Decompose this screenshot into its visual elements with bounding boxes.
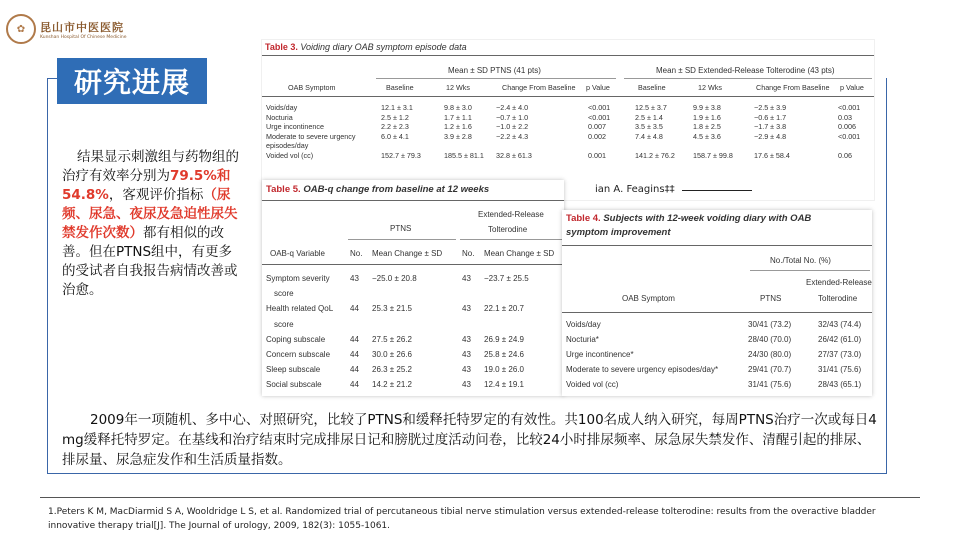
table-3-cell: −0.6 ± 1.7 xyxy=(754,112,787,122)
table-4-cell: Moderate to severe urgency episodes/day* xyxy=(566,365,719,374)
table-3-cell: −1.7 ± 3.8 xyxy=(754,122,787,132)
table-5-cell: 43 xyxy=(462,274,471,283)
table-5-header-cell: OAB-q Variable xyxy=(270,249,325,258)
table-5-cell: 44 xyxy=(350,304,359,314)
table-3-cell: 17.6 ± 58.4 xyxy=(754,151,790,160)
table-4-cell: 28/40 (70.0) xyxy=(748,335,792,344)
table-5-cell: 43 xyxy=(462,365,471,375)
table-4-cell: 31/41 (75.6) xyxy=(748,380,792,389)
table-5-group-2b: Tolterodine xyxy=(488,225,528,234)
table-5-cell: Health related QoL xyxy=(266,304,334,314)
table-4-cell: Voids/day xyxy=(566,320,601,329)
table-3-caption: Table 3. Voiding diary OAB symptom episode data xyxy=(265,42,467,52)
table-3-header-cell: Baseline xyxy=(638,83,666,92)
table-3-cell: 158.7 ± 99.8 xyxy=(693,151,733,160)
table-3-cell: 4.5 ± 3.6 xyxy=(693,131,721,141)
table-3-group-1: Mean ± SD PTNS (41 pts) xyxy=(448,66,541,75)
table-5-cell: Symptom severity xyxy=(266,274,330,283)
table-3-cell: 3.5 ± 3.5 xyxy=(635,122,663,132)
table-4-image xyxy=(562,210,872,396)
table-5-cell: 19.0 ± 26.0 xyxy=(484,365,524,375)
table-5-group-1: PTNS xyxy=(390,224,412,233)
table-3-cell: 3.9 ± 2.8 xyxy=(444,131,472,141)
table-3-cell: 1.2 ± 1.6 xyxy=(444,122,472,132)
reference-text: 1.Peters K M, MacDiarmid S A, Wooldridge L S, et al. Randomized trial of percutaneous tibial nerve stimulation versus extended-release tolterodine: results from the overactive bladder innovative therapy trial[J]. The Journal of urology, 2009, 182(3): 1055-1061. xyxy=(48,507,876,531)
table-4-cell: 28/43 (65.1) xyxy=(818,380,862,389)
study-description: 2009年一项随机、多中心、对照研究，比较了PTNS和缓释托特罗定的有效性。共100名成人纳入研究，每周PTNS治疗一次或每日4 mg缓释托特罗定。在基线和治疗结束时完成排尿日记和膀胱过度活动问卷，比较24小时排尿频率、尿急尿失禁发作、清醒引起的排尿、排尿量、尿急症发作和生活质量指数。 xyxy=(62,412,877,468)
table-3-cell: 32.8 ± 61.3 xyxy=(496,151,532,160)
table-5-cell: Coping subscale xyxy=(266,334,326,344)
table-3-image xyxy=(262,40,874,200)
table-4-cell: 26/42 (61.0) xyxy=(818,335,862,344)
table-3-group-2: Mean ± SD Extended-Release Tolterodine (43 pts) xyxy=(656,66,835,75)
table-5-cell: Sleep subscale xyxy=(266,365,321,375)
summary-text: 结果显示刺激组与药物组的治疗有效率分别为79.5%和54.8%，客观评价指标（尿频、尿急、夜尿及急迫性尿失禁发作次数）都有相似的改善。但在PTNS组中，有更多的受试者自我报告病情改善或治愈。 xyxy=(62,149,239,298)
table-4-col-er-1: Extended-Release xyxy=(806,278,872,287)
table-3-cell: 141.2 ± 76.2 xyxy=(635,151,675,160)
table-3-cell: 7.4 ± 4.8 xyxy=(635,131,663,141)
table-3-cell: −1.0 ± 2.2 xyxy=(496,122,529,132)
table-3-cell: 1.9 ± 1.6 xyxy=(693,112,721,122)
table-4-cell: 27/37 (73.0) xyxy=(818,350,862,359)
table-4-col-ptns: PTNS xyxy=(760,294,782,303)
table-3-cell: episodes/day xyxy=(266,141,309,151)
table-5-cell: 44 xyxy=(350,365,359,375)
table-3-cell: 0.002 xyxy=(588,131,606,141)
table-5-header-cell: No. xyxy=(350,249,363,258)
table-5-caption: Table 5. OAB-q change from baseline at 12 weeks xyxy=(266,184,490,195)
table-4-caption-2: symptom improvement xyxy=(566,227,671,238)
table-4-group: No./Total No. (%) xyxy=(770,256,831,265)
hospital-name: 昆山市中医医院 xyxy=(40,20,124,34)
table-5-cell: 12.4 ± 19.1 xyxy=(484,380,524,390)
table-3-cell: <0.001 xyxy=(838,103,861,112)
author-fragment: ian A. Feagins‡‡ xyxy=(595,184,675,195)
table-3-cell: 9.9 ± 3.8 xyxy=(693,103,721,112)
author-underline xyxy=(682,190,752,191)
table-5-cell: 25.3 ± 21.5 xyxy=(372,304,412,314)
table-5-cell: 25.8 ± 24.6 xyxy=(484,350,524,359)
table-3-header-cell: p Value xyxy=(586,83,610,92)
table-3-cell: 2.5 ± 1.2 xyxy=(381,112,409,122)
table-3-cell: Nocturia xyxy=(266,112,293,122)
table-3-cell: −0.7 ± 1.0 xyxy=(496,112,529,122)
table-3-cell: −2.2 ± 4.3 xyxy=(496,131,529,141)
table-5-cell: 43 xyxy=(462,350,471,359)
table-3-cell: −2.5 ± 3.9 xyxy=(754,103,787,112)
table-5-cell: score xyxy=(274,319,294,329)
table-3-cell: 2.5 ± 1.4 xyxy=(635,112,663,122)
table-3-cell: 185.5 ± 81.1 xyxy=(444,151,484,160)
table-3-cell: Moderate to severe urgency xyxy=(266,131,356,141)
table-3-cell: 1.8 ± 2.5 xyxy=(693,122,721,132)
table-3-cell: 1.7 ± 1.1 xyxy=(444,112,472,122)
table-5-cell: 26.9 ± 24.9 xyxy=(484,334,524,344)
table-3-cell: 0.001 xyxy=(588,151,606,160)
hospital-seal-icon: ✿ xyxy=(6,14,36,44)
table-3-cell: Urge incontinence xyxy=(266,122,324,132)
table-5-cell: Social subscale xyxy=(266,380,322,390)
table-3-cell: 0.007 xyxy=(588,122,606,132)
objective-indicators: （尿频、尿急、夜尿及急迫性尿失禁发作次数） xyxy=(62,187,238,241)
table-5-image xyxy=(262,180,564,396)
table-3-header-cell: 12 Wks xyxy=(698,83,722,92)
table-3-cell: −2.4 ± 4.0 xyxy=(496,103,529,112)
table-3-cell: 9.8 ± 3.0 xyxy=(444,103,472,112)
table-4-cell: 32/43 (74.4) xyxy=(818,320,862,329)
table-5-cell: 14.2 ± 21.2 xyxy=(372,380,412,390)
table-5-header-cell: Mean Change ± SD xyxy=(484,249,555,258)
table-3-cell: Voids/day xyxy=(266,103,298,112)
table-5-cell: 30.0 ± 26.6 xyxy=(372,350,412,359)
table-4-caption: Table 4. Subjects with 12-week voiding diary with OAB xyxy=(566,213,812,224)
hospital-name-en: Kunshan Hospital Of Chinese Medicine xyxy=(40,34,127,40)
table-3-header-cell: Change From Baseline xyxy=(756,83,830,92)
table-5-cell: 27.5 ± 26.2 xyxy=(372,334,412,344)
table-5-cell: 43 xyxy=(462,380,471,390)
table-3-header-cell: Change From Baseline xyxy=(502,83,576,92)
table-5-cell: 43 xyxy=(462,304,471,314)
table-4-cell: 31/41 (75.6) xyxy=(818,365,862,374)
table-3-cell: Voided vol (cc) xyxy=(266,151,314,160)
table-3-cell: <0.001 xyxy=(588,112,611,122)
table-3-cell: 0.06 xyxy=(838,151,852,160)
table-3-cell: 0.006 xyxy=(838,122,856,132)
table-5-cell: Concern subscale xyxy=(266,350,331,359)
table-3-header-cell: OAB Symptom xyxy=(288,83,336,92)
table-3-cell: −2.9 ± 4.8 xyxy=(754,131,787,141)
table-5-cell: 44 xyxy=(350,350,359,359)
table-5-cell: 43 xyxy=(462,334,471,344)
table-5-header-cell: Mean Change ± SD xyxy=(372,249,443,258)
table-5-group-2a: Extended-Release xyxy=(478,210,544,219)
table-4-cell: Voided vol (cc) xyxy=(566,380,619,389)
hospital-logo xyxy=(6,14,127,44)
table-3-header-cell: Baseline xyxy=(386,83,414,92)
table-4-cell: 29/41 (70.7) xyxy=(748,365,792,374)
table-5-cell: 44 xyxy=(350,334,359,344)
effective-rates: 79.5%和54.8% xyxy=(62,168,231,203)
table-3-cell: 0.03 xyxy=(838,112,852,122)
table-5-cell: 26.3 ± 25.2 xyxy=(372,365,412,375)
table-3-cell: 6.0 ± 4.1 xyxy=(381,131,409,141)
table-5-cell: 22.1 ± 20.7 xyxy=(484,304,524,314)
table-5-cell: 44 xyxy=(350,380,359,390)
table-5-cell: score xyxy=(274,289,294,299)
table-3-cell: <0.001 xyxy=(588,103,611,112)
table-4-cell: 30/41 (73.2) xyxy=(748,320,792,329)
page-title: 研究进展 xyxy=(57,58,207,104)
table-5-cell: −23.7 ± 25.5 xyxy=(484,274,529,283)
table-5-header-cell: No. xyxy=(462,249,475,258)
table-3-cell: 2.2 ± 2.3 xyxy=(381,122,409,132)
table-4-cell: 24/30 (80.0) xyxy=(748,350,792,359)
table-3-header-cell: 12 Wks xyxy=(446,83,470,92)
table-3-cell: 12.1 ± 3.1 xyxy=(381,103,413,112)
table-4-cell: Nocturia* xyxy=(566,335,599,344)
table-3-header-cell: p Value xyxy=(840,83,864,92)
table-3-cell: <0.001 xyxy=(838,131,861,141)
table-3-cell: 152.7 ± 79.3 xyxy=(381,151,421,160)
table-5-cell: 43 xyxy=(350,274,359,283)
table-5-cell: −25.0 ± 20.8 xyxy=(372,274,417,283)
table-4-col-er-2: Tolterodine xyxy=(818,294,858,303)
reference-divider xyxy=(40,497,920,498)
table-3-cell: 12.5 ± 3.7 xyxy=(635,103,667,112)
table-4-col-symptom: OAB Symptom xyxy=(622,294,675,303)
table-4-cell: Urge incontinence* xyxy=(566,350,634,359)
